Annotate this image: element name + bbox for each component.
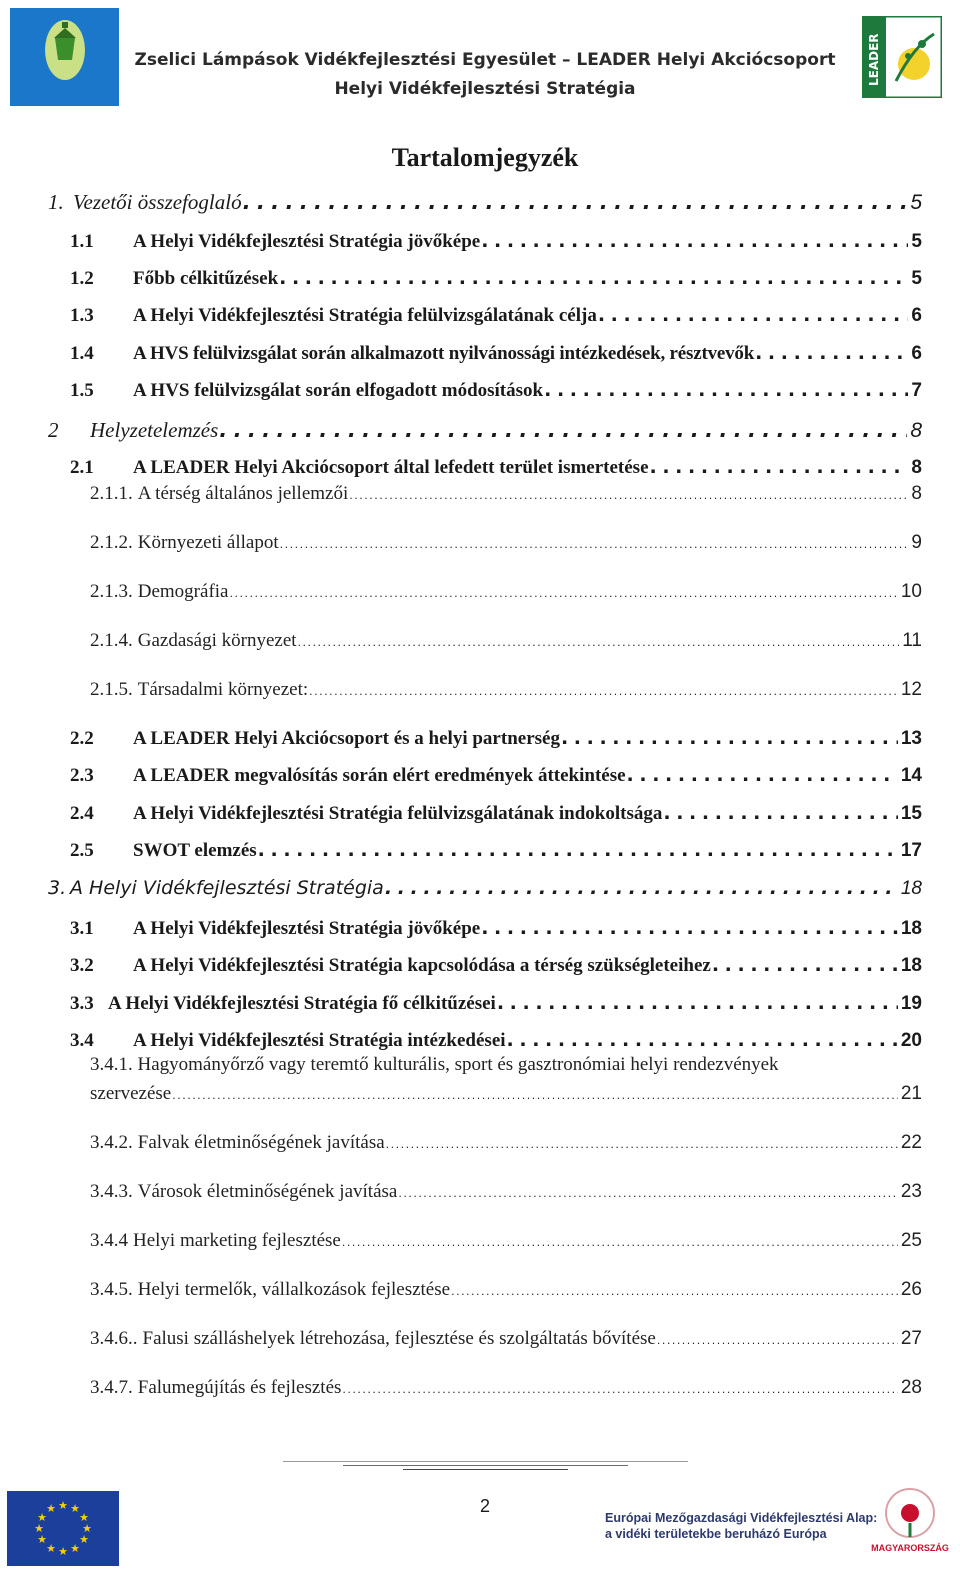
svg-text:★: ★ bbox=[37, 1533, 47, 1546]
toc-entry-number: 3.1 bbox=[70, 918, 94, 939]
toc-entry-number: 3.4.7. bbox=[90, 1377, 133, 1398]
toc-entry-page: 8 bbox=[911, 457, 922, 478]
toc-entry-title: A Helyi Vidékfejlesztési Stratégia fő célkitűzései bbox=[108, 993, 496, 1014]
toc-entry[interactable] bbox=[70, 456, 922, 479]
toc-leader-dots bbox=[755, 342, 908, 364]
toc-entry[interactable] bbox=[90, 581, 922, 603]
toc-entry-title: A Helyi Vidékfejlesztési Stratégia jövőképe bbox=[133, 918, 481, 939]
toc-entry[interactable] bbox=[70, 839, 922, 862]
toc-entry[interactable] bbox=[90, 532, 922, 554]
toc-entry-title: Főbb célkitűzések bbox=[133, 268, 279, 289]
toc-entry[interactable] bbox=[90, 679, 922, 701]
toc-entry-title: Falvak életminőségének javítása bbox=[137, 1132, 385, 1153]
toc-entry-number: 3.2 bbox=[70, 955, 94, 976]
toc-leader-dots bbox=[280, 538, 909, 551]
toc-entry-title: Gazdasági környezet bbox=[137, 630, 297, 651]
toc-leader-dots bbox=[349, 489, 908, 502]
toc-entry-page: 28 bbox=[900, 1377, 922, 1398]
toc-leader-dots bbox=[481, 917, 898, 939]
toc-entry-page: 12 bbox=[900, 679, 922, 700]
toc-entry-page: 5 bbox=[910, 191, 922, 214]
toc-entry-title: Helyi marketing fejlesztése bbox=[133, 1230, 341, 1251]
toc-entry-title: Demográfia bbox=[137, 581, 229, 602]
toc-entry-title: A térség általános jellemzői bbox=[137, 483, 349, 504]
toc-leader-dots bbox=[172, 1089, 898, 1102]
toc-entry-page: 11 bbox=[902, 630, 922, 651]
toc-entry-number: 2 bbox=[48, 418, 59, 442]
toc-entry[interactable] bbox=[90, 1328, 922, 1350]
toc-leader-dots bbox=[386, 1138, 898, 1151]
toc-entry-title: Helyzetelemzés bbox=[90, 418, 219, 442]
toc-entry-page: 10 bbox=[900, 581, 922, 602]
toc-entry[interactable] bbox=[70, 954, 922, 977]
toc-entry-wrapped-first-line[interactable] bbox=[90, 1054, 779, 1076]
toc-entry-number: 3.4.3. bbox=[90, 1181, 133, 1202]
toc-leader-dots bbox=[507, 1029, 898, 1051]
toc-entry-number: 3.4.5. bbox=[90, 1279, 133, 1300]
toc-entry[interactable] bbox=[48, 418, 922, 443]
toc-entry[interactable] bbox=[90, 483, 922, 505]
toc-entry[interactable] bbox=[70, 917, 922, 940]
toc-entry[interactable] bbox=[90, 1132, 922, 1154]
toc-entry[interactable] bbox=[70, 267, 922, 290]
toc-entry-page: 8 bbox=[910, 419, 922, 442]
toc-entry-title: Városok életminőségének javítása bbox=[137, 1181, 398, 1202]
leader-emblem-icon bbox=[862, 16, 942, 98]
toc-entry-title: A Helyi Vidékfejlesztési Stratégia felülvizsgálatának indokoltsága bbox=[133, 803, 663, 824]
footer-divider bbox=[283, 1461, 688, 1473]
toc-entry-title: A LEADER Helyi Akciócsoport és a helyi partnerség bbox=[133, 728, 560, 749]
toc-entry-page: 7 bbox=[911, 380, 922, 401]
toc-entry-page: 5 bbox=[911, 268, 922, 289]
svg-text:★: ★ bbox=[58, 1499, 68, 1512]
toc-entry-number: 1. bbox=[48, 190, 64, 214]
toc-leader-dots bbox=[497, 992, 898, 1014]
toc-entry-title: SWOT elemzés bbox=[133, 840, 257, 861]
toc-entry-number: 2.1.2. bbox=[90, 532, 133, 553]
toc-entry-title: A Helyi Vidékfejlesztési Stratégia bbox=[70, 877, 384, 899]
leader-text: LEADER bbox=[867, 33, 881, 86]
toc-entry-number: 1.4 bbox=[70, 343, 94, 364]
toc-leader-dots bbox=[657, 1334, 898, 1347]
toc-entry-number: 1.1 bbox=[70, 231, 94, 252]
toc-entry-title: A Helyi Vidékfejlesztési Stratégia intézkedései bbox=[133, 1030, 506, 1051]
svg-text:★: ★ bbox=[82, 1522, 92, 1535]
toc-entry[interactable] bbox=[70, 727, 922, 750]
toc-entry-page: 18 bbox=[900, 918, 922, 939]
toc-entry-title: Hagyományőrző vagy teremtő kulturális, sport és gasztronómiai helyi rendezvények bbox=[137, 1054, 779, 1075]
toc-leader-dots bbox=[561, 727, 898, 749]
toc-entry-page: 6 bbox=[911, 305, 922, 326]
toc-entry-page: 8 bbox=[911, 483, 922, 504]
toc-entry-page: 22 bbox=[900, 1132, 922, 1153]
toc-leader-dots bbox=[258, 839, 898, 861]
toc-entry-page: 19 bbox=[900, 993, 922, 1014]
toc-entry[interactable] bbox=[70, 1029, 922, 1052]
toc-leader-dots bbox=[544, 379, 908, 401]
toc-entry[interactable] bbox=[90, 1230, 922, 1252]
toc-leader-dots bbox=[309, 685, 898, 698]
toc-leader-dots bbox=[342, 1383, 897, 1396]
toc-leader-dots bbox=[451, 1285, 898, 1298]
toc-entry-number: 2.2 bbox=[70, 728, 94, 749]
toc-entry-number: 2.1.5. bbox=[90, 679, 133, 700]
toc-entry-number: 3.4.1. bbox=[90, 1054, 133, 1075]
toc-entry-page: 6 bbox=[911, 343, 922, 364]
toc-entry-title-continuation: szervezése bbox=[90, 1083, 172, 1104]
toc-entry-title: Helyi termelők, vállalkozások fejlesztése bbox=[137, 1279, 451, 1300]
toc-entry[interactable] bbox=[70, 230, 922, 253]
hu-logo-text: MAGYARORSZÁG bbox=[871, 1543, 949, 1553]
toc-leader-dots bbox=[481, 230, 908, 252]
svg-text:★: ★ bbox=[58, 1545, 68, 1558]
toc-entry-title: A LEADER megvalósítás során elért eredmények áttekintése bbox=[133, 765, 626, 786]
svg-text:★: ★ bbox=[79, 1533, 89, 1546]
organization-name: Zselici Lámpások Vidékfejlesztési Egyesület – LEADER Helyi Akciócsoport bbox=[134, 50, 836, 70]
toc-entry-title: Falusi szálláshelyek létrehozása, fejlesztése és szolgáltatás bővítése bbox=[142, 1328, 656, 1349]
toc-entry-number: 2.1.1. bbox=[90, 483, 133, 504]
eafrd-line-1: Európai Mezőgazdasági Vidékfejlesztési Alap: bbox=[605, 1511, 878, 1525]
toc-entry-page: 13 bbox=[900, 728, 922, 749]
toc-entry[interactable] bbox=[70, 379, 922, 402]
toc-entry-page: 15 bbox=[900, 803, 922, 824]
toc-entry[interactable] bbox=[90, 1279, 922, 1301]
toc-entry-page: 23 bbox=[900, 1181, 922, 1202]
toc-entry[interactable] bbox=[90, 1377, 922, 1399]
toc-entry-number: 1.5 bbox=[70, 380, 94, 401]
toc-entry-page: 9 bbox=[911, 532, 922, 553]
toc-leader-dots bbox=[663, 802, 898, 824]
toc-leader-dots bbox=[712, 954, 898, 976]
toc-entry-number: 2.1 bbox=[70, 457, 94, 478]
toc-entry-page: 27 bbox=[900, 1328, 922, 1349]
toc-leader-dots bbox=[627, 764, 898, 786]
toc-entry-page: 14 bbox=[900, 765, 922, 786]
toc-entry-page: 5 bbox=[911, 231, 922, 252]
svg-text:★: ★ bbox=[34, 1522, 44, 1535]
toc-leader-dots bbox=[279, 267, 908, 289]
leader-logo bbox=[862, 16, 942, 98]
toc-entry-number: 2.1.3. bbox=[90, 581, 133, 602]
toc-entry-number: 2.5 bbox=[70, 840, 94, 861]
toc-leader-dots bbox=[650, 456, 909, 478]
toc-entry[interactable] bbox=[48, 190, 922, 215]
uj-magyarorszag-emblem-icon bbox=[870, 1483, 950, 1571]
toc-entry-number: 3.4.6.. bbox=[90, 1328, 138, 1349]
toc-entry-wrapped-second-line[interactable] bbox=[90, 1083, 922, 1105]
toc-leader-dots bbox=[229, 587, 897, 600]
toc-entry-number: 1.2 bbox=[70, 268, 94, 289]
toc-leader-dots bbox=[298, 636, 900, 649]
toc-leader-dots bbox=[398, 1187, 898, 1200]
toc-entry-number: 3. bbox=[48, 877, 67, 899]
toc-entry-number: 3.3 bbox=[70, 993, 94, 1014]
toc-entry-number: 3.4.2. bbox=[90, 1132, 133, 1153]
toc-entry-page: 25 bbox=[900, 1230, 922, 1251]
toc-entry-number: 2.3 bbox=[70, 765, 94, 786]
toc-entry[interactable] bbox=[70, 304, 922, 327]
toc-title: Tartalomjegyzék bbox=[391, 143, 579, 172]
toc-entry-title: A HVS felülvizsgálat során alkalmazott nyilvánossági intézkedések, résztvevők bbox=[133, 343, 755, 364]
toc-entry-page: 21 bbox=[900, 1083, 922, 1104]
toc-entry-title: Társadalmi környezet: bbox=[137, 679, 309, 700]
toc-entry[interactable] bbox=[90, 1181, 922, 1203]
toc-entry-title: A HVS felülvizsgálat során elfogadott módosítások bbox=[133, 380, 544, 401]
toc-leader-dots bbox=[598, 304, 909, 326]
svg-text:★: ★ bbox=[46, 1542, 56, 1555]
svg-text:★: ★ bbox=[79, 1511, 89, 1524]
toc-entry[interactable] bbox=[70, 764, 922, 787]
toc-entry[interactable] bbox=[90, 630, 922, 652]
uj-magyarorszag-logo bbox=[870, 1483, 950, 1571]
toc-entry-title: A Helyi Vidékfejlesztési Stratégia felülvizsgálatának célja bbox=[133, 305, 597, 326]
toc-entry-page: 18 bbox=[900, 878, 922, 899]
svg-text:★: ★ bbox=[46, 1502, 56, 1515]
svg-text:★: ★ bbox=[70, 1542, 80, 1555]
toc-entry[interactable] bbox=[48, 877, 922, 900]
svg-text:★: ★ bbox=[37, 1511, 47, 1524]
toc-leader-dots bbox=[219, 418, 907, 442]
toc-entry-title: Falumegújítás és fejlesztés bbox=[137, 1377, 342, 1398]
toc-leader-dots bbox=[385, 877, 898, 899]
page-number: 2 bbox=[479, 1496, 490, 1516]
toc-entry[interactable] bbox=[70, 802, 922, 825]
toc-entry-number: 3.4.4 bbox=[90, 1230, 128, 1251]
toc-entry-title: A Helyi Vidékfejlesztési Stratégia jövőképe bbox=[133, 231, 481, 252]
toc-entry[interactable] bbox=[70, 992, 922, 1015]
svg-text:★: ★ bbox=[70, 1502, 80, 1515]
document-name: Helyi Vidékfejlesztési Stratégia bbox=[334, 79, 636, 99]
toc-entry-title: A LEADER Helyi Akciócsoport által lefedett terület ismertetése bbox=[133, 457, 649, 478]
toc-entry-page: 17 bbox=[900, 840, 922, 861]
toc-entry-title: Környezeti állapot bbox=[137, 532, 279, 553]
toc-leader-dots bbox=[342, 1236, 898, 1249]
toc-entry-number: 2.4 bbox=[70, 803, 94, 824]
toc-leader-dots bbox=[243, 190, 908, 214]
toc-entry-page: 20 bbox=[900, 1030, 922, 1051]
eafrd-line-2: a vidéki területekbe beruházó Európa bbox=[605, 1527, 827, 1541]
toc-entry-title: A Helyi Vidékfejlesztési Stratégia kapcsolódása a térség szükségleteihez bbox=[133, 955, 711, 976]
toc-entry-page: 26 bbox=[900, 1279, 922, 1300]
toc-entry-title: Vezetői összefoglaló bbox=[73, 190, 242, 214]
toc-entry-number: 3.4 bbox=[70, 1030, 94, 1051]
toc-entry-number: 2.1.4. bbox=[90, 630, 133, 651]
toc-entry-page: 18 bbox=[900, 955, 922, 976]
toc-entry[interactable] bbox=[70, 342, 922, 365]
eafrd-text bbox=[605, 1510, 877, 1542]
toc-entry-number: 1.3 bbox=[70, 305, 94, 326]
page-header bbox=[0, 0, 960, 120]
